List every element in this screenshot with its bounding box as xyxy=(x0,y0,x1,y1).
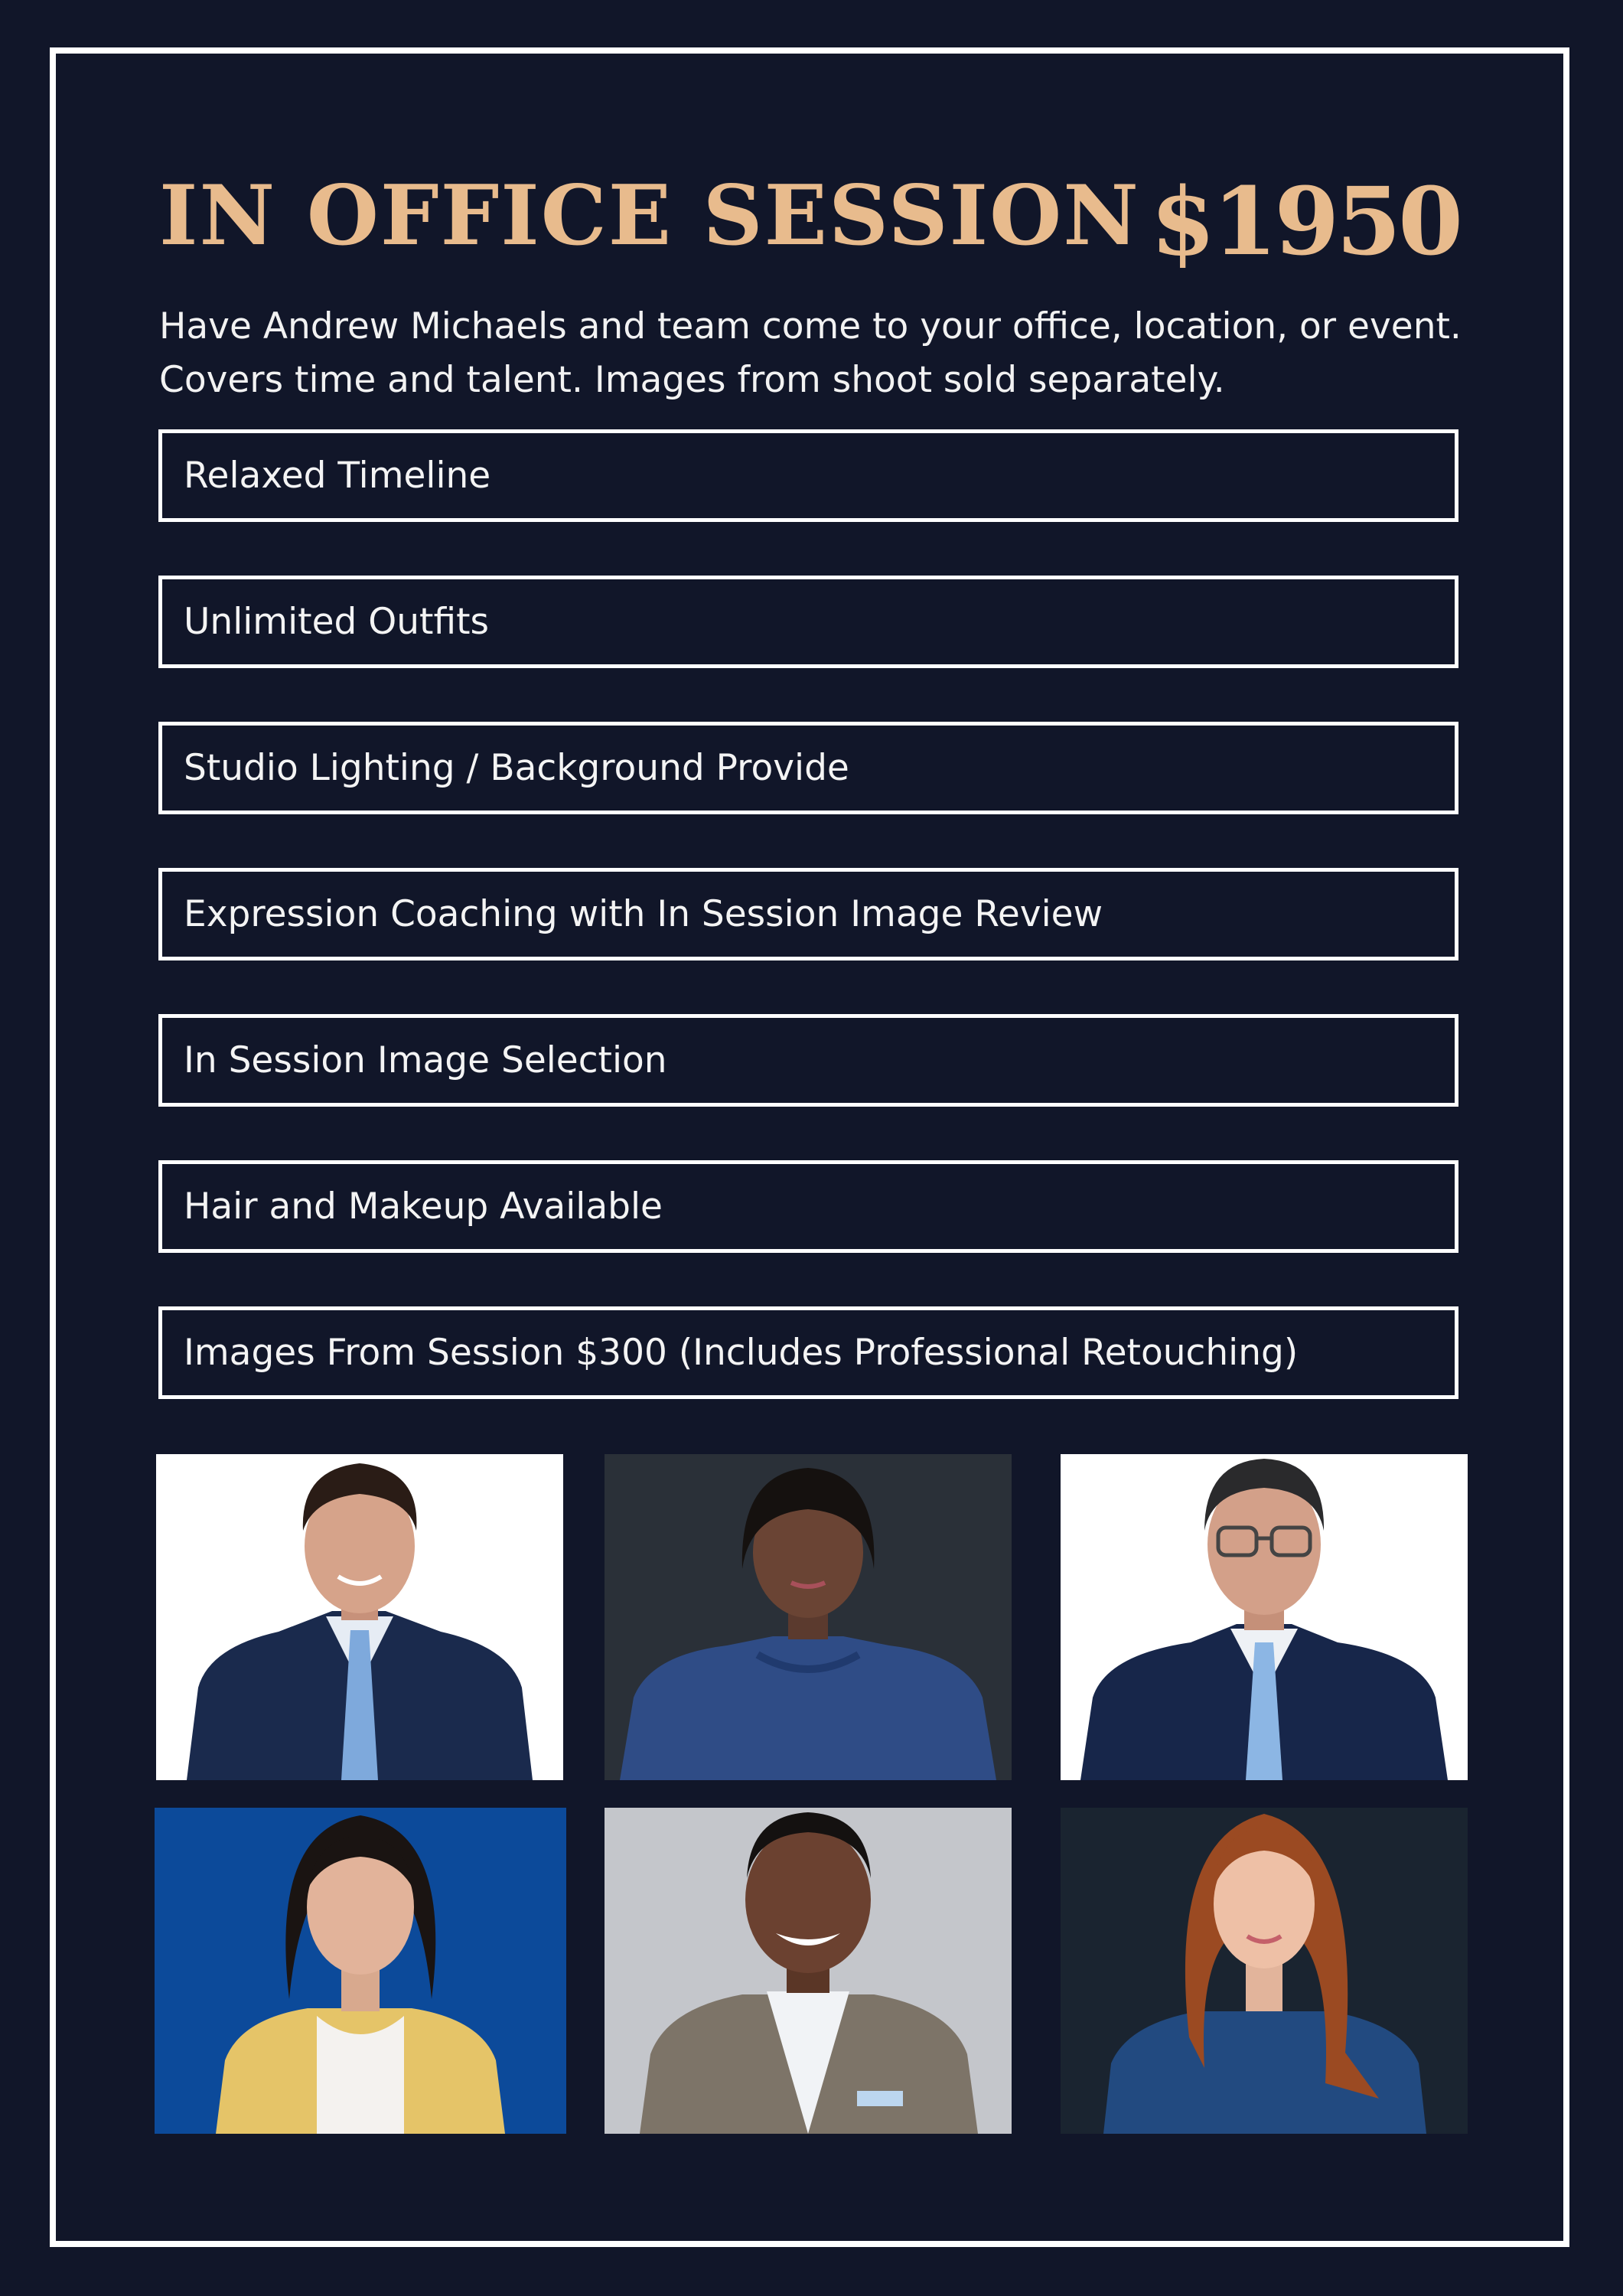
portrait-woman-yellow-blazer xyxy=(155,1808,566,2134)
session-description xyxy=(159,300,1475,407)
portrait-woman-red-hair xyxy=(1061,1808,1468,2134)
feature-item-image-selection: In Session Image Selection xyxy=(158,1014,1458,1107)
feature-item-expression-coaching: Expression Coaching with In Session Image Review xyxy=(158,868,1458,960)
portrait-man-curly-hair xyxy=(156,1454,563,1780)
session-price: $1950 xyxy=(1150,166,1460,276)
feature-item-studio-lighting: Studio Lighting / Background Provide xyxy=(158,722,1458,814)
portrait-woman-navy-top xyxy=(605,1454,1012,1780)
session-title: IN OFFICE SESSION xyxy=(159,168,1140,264)
feature-item-unlimited-outfits: Unlimited Outfits xyxy=(158,576,1458,668)
feature-item-hair-makeup: Hair and Makeup Available xyxy=(158,1160,1458,1253)
feature-list xyxy=(158,429,1458,1453)
description-line-2: Covers time and talent. Images from shoot sold separately. xyxy=(159,359,1225,401)
feature-item-relaxed-timeline: Relaxed Timeline xyxy=(158,429,1458,522)
description-line-1: Have Andrew Michaels and team come to your office, location, or event. xyxy=(159,305,1462,347)
portrait-man-plaid-jacket xyxy=(605,1808,1012,2134)
feature-item-images-pricing: Images From Session $300 (Includes Professional Retouching) xyxy=(158,1306,1458,1399)
portrait-man-glasses xyxy=(1061,1454,1468,1780)
